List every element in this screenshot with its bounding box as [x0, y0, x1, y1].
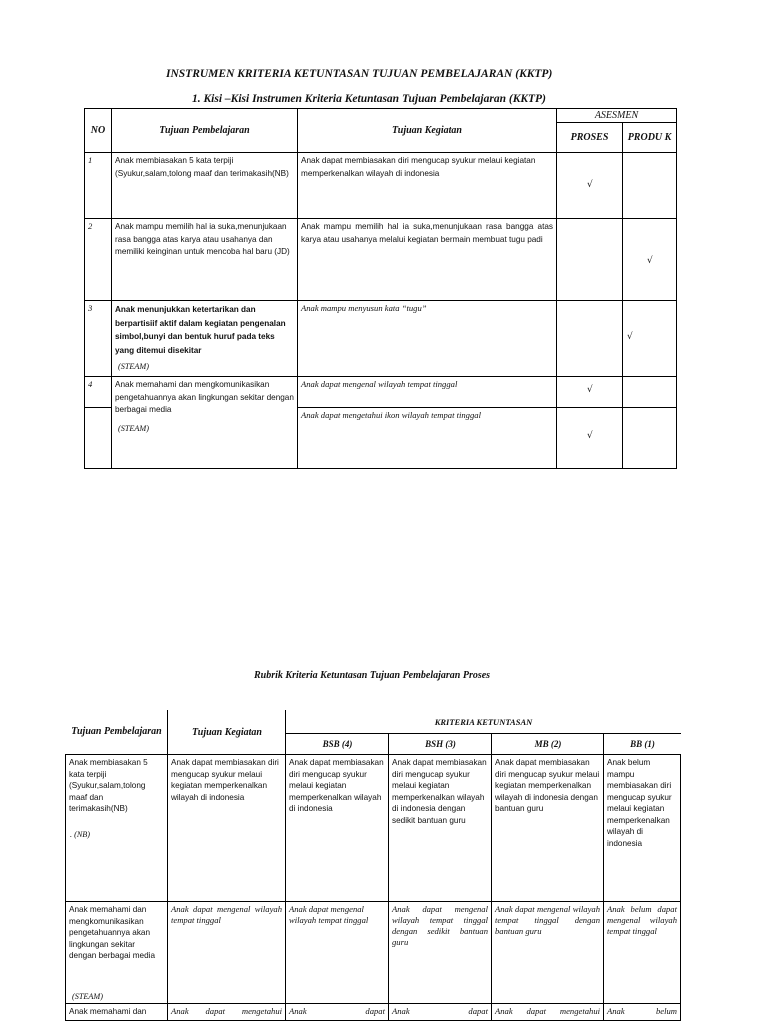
bb-cell: Anak belum [603, 1003, 681, 1021]
check-mark-icon: √ [587, 180, 593, 190]
bsh-cell: Anak dapat membiasakan diri mengucap syukur melaui kegiatan memperkenalkan wilayah di indonesia dengan sedikit bantuan guru [388, 754, 492, 902]
row-no: 4 [84, 376, 112, 408]
tujuan-pembelajaran-cell: Anak membiasakan 5 kata terpiji (Syukur,salam,tolong maaf dan terimakasih(NB) [111, 152, 298, 219]
check-mark-icon: √ [587, 385, 593, 395]
header-tujuan-pembelajaran: Tujuan Pembelajaran [111, 108, 298, 153]
header-tujuan-kegiatan: Tujuan Kegiatan [167, 710, 286, 755]
header-bsb: BSB (4) [285, 733, 389, 755]
steam-tag: (STEAM) [72, 992, 103, 1001]
check-mark-icon: √ [647, 256, 653, 266]
nb-tag: . (NB) [70, 830, 91, 839]
row-no: 3 [84, 300, 112, 377]
check-mark-icon: √ [587, 431, 593, 441]
proses-cell [556, 300, 623, 377]
header-bsh: BSH (3) [388, 733, 492, 755]
steam-tag: (STEAM) [118, 362, 149, 371]
bb-cell: Anak belum mampu membiasakan diri mengucap syukur melaui kegiatan memperkenalkan wilayah di indonesia [603, 754, 681, 902]
row-no: 2 [84, 218, 112, 301]
tujuan-text: Anak menunjukkan ketertarikan dan berpartisiif aktif dalam kegiatan pengenalan simbol,bunyi dan bentuk huruf pada teks yang ditemui disekitar [115, 305, 286, 355]
header-no: NO [84, 108, 112, 153]
header-mb: MB (2) [491, 733, 604, 755]
header-tujuan-pembelajaran: Tujuan Pembelajaran [65, 710, 168, 755]
tujuan-text: Anak membiasakan 5 kata terpiji (Syukur,salam,tolong maaf dan terimakasih(NB) [69, 758, 148, 813]
header-kriteria-ketuntasan: KRITERIA KETUNTASAN [285, 710, 681, 734]
produk-cell [622, 376, 677, 408]
rubrik-tujuan-cell: Anak memahami dan [65, 1003, 168, 1021]
tujuan-kegiatan-cell: Anak mampu memilih hal ia suka,menunjukaan rasa bangga atas karya atau usahanya melalui kegiatan bermain membuat tugu padi [297, 218, 557, 301]
bsb-cell: Anak dapat mengenal wilayah tempat tinggal [285, 901, 389, 1004]
header-asesmen: ASESMEN [556, 108, 677, 123]
row-no: 1 [84, 152, 112, 219]
mb-cell: Anak dapat mengetahui [491, 1003, 604, 1021]
proses-cell [556, 218, 623, 301]
bb-cell: Anak belum dapat mengenal wilayah tempat tinggal [603, 901, 681, 1004]
rubrik-title: Rubrik Kriteria Ketuntasan Tujuan Pembelajaran Proses [254, 670, 491, 681]
rubrik-kegiatan-cell: Anak dapat mengenal wilayah tempat tinggal [167, 901, 286, 1004]
produk-cell [622, 407, 677, 469]
bsh-cell: Anak dapat mengenal wilayah tempat tinggal dengan sedikit bantuan guru [388, 901, 492, 1004]
bsh-cell: Anak dapat [388, 1003, 492, 1021]
tujuan-pembelajaran-cell: Anak mampu memilih hal ia suka,menunjukaan rasa bangga atas karya atau usahanya dan memiliki keinginan untuk mencoba hal baru (JD) [111, 218, 298, 301]
tujuan-pembelajaran-cell: Anak memahami dan mengkomunikasikan pengetahuannya akan lingkungan sekitar dengan berbagai media [111, 376, 298, 469]
bsb-cell: Anak dapat membiasakan diri mengucap syukur melaui kegiatan memperkenalkan wilayah di indonesia [285, 754, 389, 902]
mb-cell: Anak dapat mengenal wilayah tempat tinggal dengan bantuan guru [491, 901, 604, 1004]
rubrik-kegiatan-cell: Anak dapat membiasakan diri mengucap syukur melaui kegiatan memperkenalkan wilayah di indonesia [167, 754, 286, 902]
tujuan-text: Anak memahami dan mengkomunikasikan pengetahuannya akan lingkungan sekitar dengan berbagai media [69, 905, 156, 960]
section-title: 1. Kisi –Kisi Instrumen Kriteria Ketuntasan Tujuan Pembelajaran (KKTP) [192, 93, 546, 105]
header-produk: PRODU K [622, 122, 677, 153]
tujuan-kegiatan-cell: Anak dapat mengetahui ikon wilayah tempat tinggal [297, 407, 557, 469]
mb-cell: Anak dapat membiasakan diri mengucap syukur melaui kegiatan memperkenalkan wilayah di indonesia dengan bantuan guru [491, 754, 604, 902]
bsb-cell: Anak dapat [285, 1003, 389, 1021]
tujuan-kegiatan-cell: Anak dapat membiasakan diri mengucap syukur melaui kegiatan memperkenalkan wilayah di indonesia [297, 152, 557, 219]
rubrik-tujuan-cell [65, 754, 168, 902]
steam-tag: (STEAM) [118, 424, 149, 433]
tujuan-kegiatan-cell: Anak mampu menyusun kata “tugu” [297, 300, 557, 377]
header-bb: BB (1) [603, 733, 681, 755]
produk-cell [622, 152, 677, 219]
row-no-empty [84, 407, 112, 469]
header-tujuan-kegiatan: Tujuan Kegiatan [297, 108, 557, 153]
tujuan-kegiatan-cell: Anak dapat mengenal wilayah tempat tinggal [297, 376, 557, 408]
rubrik-tujuan-cell [65, 901, 168, 1004]
rubrik-kegiatan-cell: Anak dapat mengetahui [167, 1003, 286, 1021]
document-title: INSTRUMEN KRITERIA KETUNTASAN TUJUAN PEMBELAJARAN (KKTP) [166, 68, 553, 80]
check-mark-icon: √ [627, 332, 633, 342]
header-proses: PROSES [556, 122, 623, 153]
